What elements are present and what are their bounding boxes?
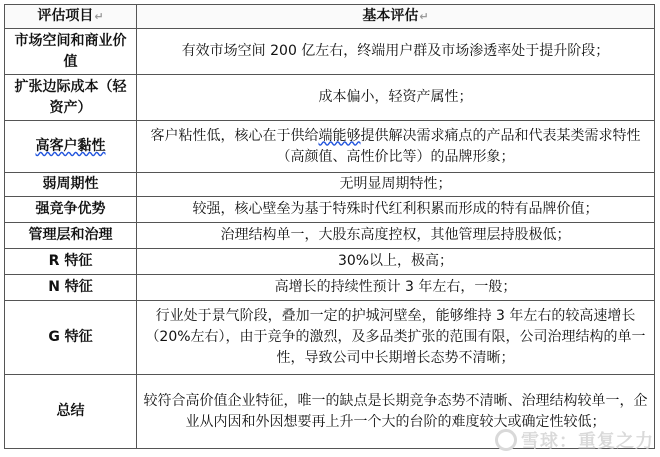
row-item-cell: R 特征 xyxy=(5,249,137,275)
table-row xyxy=(5,75,655,121)
table-row xyxy=(5,173,655,197)
table-row xyxy=(5,197,655,223)
header-value-label: 基本评估 xyxy=(362,8,419,24)
table-row xyxy=(5,275,655,301)
row-value-cell: 行业处于景气阶段，叠加一定的护城河壁垒，能够维持 3 年左右的较高速增长（20%左右），由于竞争的激烈，及多品类扩张的范围有限，公司治理结构的单一性，导致公司中长期增长态势不清晰； xyxy=(137,301,655,375)
table-row xyxy=(5,121,655,173)
row-value-part: 客户粘性低，核心在于供给 xyxy=(150,127,319,144)
row-item-cell: N 特征 xyxy=(5,275,137,301)
row-item-cell: 总结 xyxy=(5,375,137,449)
row-item-cell: 扩张边际成本（轻资产） xyxy=(5,75,137,121)
row-value-part: 提供解决需求痛点的产品和代表某类需求特性（高颜值、高性价比等）的品牌形象； xyxy=(276,127,641,165)
header-value-cell xyxy=(137,5,655,29)
row-value-cell xyxy=(137,121,655,173)
header-item-cell xyxy=(5,5,137,29)
row-item-cell xyxy=(5,121,137,173)
row-value-cell: 30%以上，极高； xyxy=(137,249,655,275)
row-value-cell: 无明显周期特性； xyxy=(137,173,655,197)
row-item-cell: 弱周期性 xyxy=(5,173,137,197)
row-value-cell: 高增长的持续性预计 3 年左右，一般； xyxy=(137,275,655,301)
row-item-cell: 管理层和治理 xyxy=(5,223,137,249)
row-item-cell: G 特征 xyxy=(5,301,137,375)
evaluation-table xyxy=(4,4,655,449)
row-value-cell: 治理结构单一，大股东高度控权，其他管理层持股极低； xyxy=(137,223,655,249)
paragraph-mark: ↵ xyxy=(94,10,104,23)
table-header-row xyxy=(5,5,655,29)
header-item-label: 评估项目 xyxy=(37,8,94,24)
table-row xyxy=(5,249,655,275)
table-row xyxy=(5,29,655,75)
table-row xyxy=(5,223,655,249)
watermark-text: 雪球：重复之力 xyxy=(521,431,654,452)
row-item-cell: 市场空间和商业价值 xyxy=(5,29,137,75)
row-value-underlined: 端能够 xyxy=(318,127,361,144)
row-value-cell: 较符合高价值企业特征，唯一的缺点是长期竞争态势不清晰、治理结构较单一，企业从内因和外因想要再上升一个大的台阶的难度较大或确定性较低； xyxy=(137,375,655,449)
row-value-cell: 有效市场空间 200 亿左右，终端用户群及市场渗透率处于提升阶段； xyxy=(137,29,655,75)
row-value-cell: 较强，核心壁垒为基于特殊时代红利积累而形成的特有品牌价值； xyxy=(137,197,655,223)
table-row xyxy=(5,301,655,375)
row-value-cell: 成本偏小，轻资产属性； xyxy=(137,75,655,121)
row-item-label: 高客户黏性 xyxy=(35,138,106,154)
table-row xyxy=(5,375,655,449)
paragraph-mark: ↵ xyxy=(419,10,429,23)
row-item-cell: 强竞争优势 xyxy=(5,197,137,223)
